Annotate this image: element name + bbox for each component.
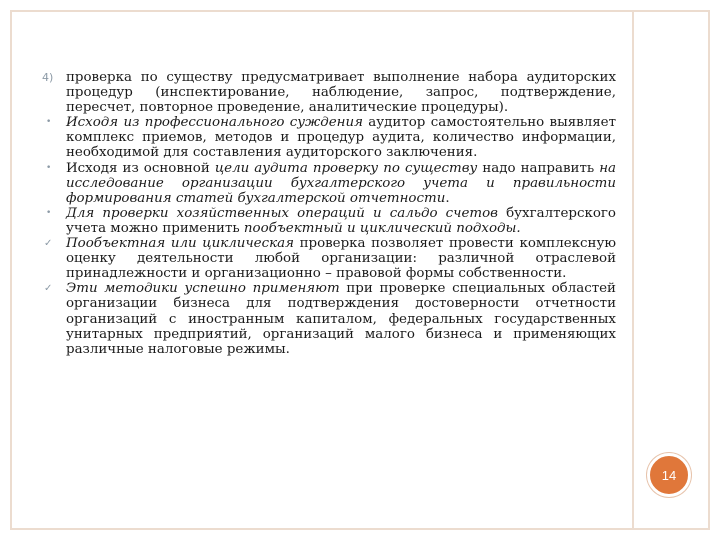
bullet-icon: • bbox=[46, 162, 52, 173]
text-run: надо направить bbox=[477, 160, 600, 176]
emphasized-text: Для проверки хозяйственных операций и сальдо счетов bbox=[66, 205, 498, 221]
list-item bbox=[42, 281, 616, 356]
text-run: при проверке специальных областей организации бизнеса для подтверждения достоверности отчетности организаций с иностранным капиталом, федеральных государственных унитарных предприятий, организаций малого бизнеса и применяющих различные налоговые режимы. bbox=[66, 281, 616, 357]
slide-body bbox=[42, 70, 616, 357]
list-item bbox=[42, 236, 616, 281]
emphasized-text: на исследование организации бухгалтерского учета и правильности формирования статей бухгалтерской отчетности bbox=[66, 160, 616, 206]
bullet-icon: • bbox=[46, 117, 52, 128]
list-item-text bbox=[66, 236, 616, 281]
list-item bbox=[42, 161, 616, 206]
text-run: Исходя из основной bbox=[66, 160, 215, 176]
text-run: проверка по существу предусматривает выполнение набора аудиторских процедур (инспектирование, наблюдение, запрос, подтверждение, пересчет, повторное проведение, аналитические процедуры). bbox=[66, 70, 616, 116]
text-run: бухгалтерского учета можно применить bbox=[66, 205, 616, 236]
text-run: . bbox=[445, 190, 450, 206]
bullet-icon: • bbox=[46, 207, 52, 218]
list-item-text bbox=[66, 115, 616, 160]
text-run: аудитор самостоятельно выявляет комплекс приемов, методов и процедур аудита, количество информации, необходимой для составления аудиторского заключения. bbox=[66, 115, 617, 161]
list-item bbox=[42, 70, 616, 115]
page-number-badge: 14 bbox=[647, 453, 691, 497]
emphasized-text: цели аудита проверку по существу bbox=[214, 160, 478, 176]
slide-divider bbox=[632, 10, 634, 530]
list-item-text bbox=[66, 161, 616, 206]
checkmark-icon: ✓ bbox=[44, 238, 53, 250]
list-item-text bbox=[66, 281, 616, 356]
list-item bbox=[42, 115, 616, 160]
checkmark-icon: ✓ bbox=[44, 283, 53, 295]
list-number: 4) bbox=[42, 71, 54, 84]
emphasized-text: Эти методики успешно применяют bbox=[66, 281, 340, 297]
text-run: проверка позволяет провести комплексную оценку деятельности любой организации: различной отраслевой принадлежности и организационно – правовой формы собственности. bbox=[66, 236, 616, 282]
emphasized-text: Пообъектная или циклическая bbox=[66, 236, 294, 252]
list-item-text bbox=[66, 206, 616, 236]
emphasized-text: Исходя из профессионального суждения bbox=[66, 115, 363, 131]
list-item bbox=[42, 206, 616, 236]
emphasized-text: пообъектный и циклический подходы. bbox=[243, 220, 521, 236]
list-item-text bbox=[66, 70, 616, 115]
